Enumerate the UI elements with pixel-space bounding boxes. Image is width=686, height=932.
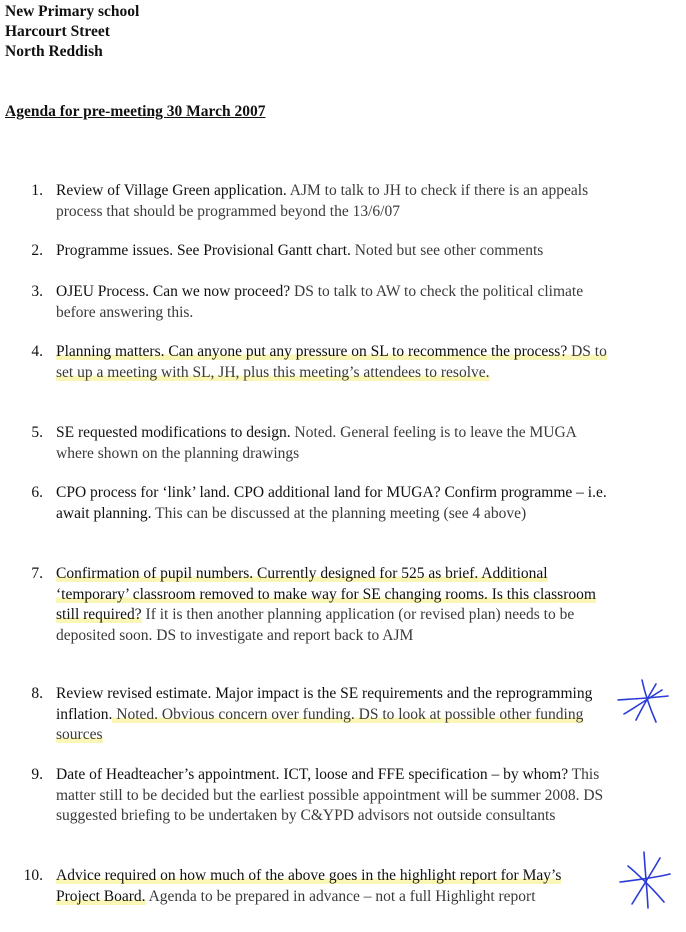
item-text (56, 483, 608, 524)
item-number: 4. (31, 343, 43, 360)
item-note: This can be discussed at the planning meeting (see 4 above) (151, 504, 527, 522)
item-main: Advice required on how much of the above goes in the highlight report for May’s Project Board. (56, 867, 562, 905)
item-main: OJEU Process. Can we now proceed? (56, 283, 291, 300)
item-note: Noted. General feeling is to leave the MUGA where shown on the planning drawings (56, 424, 576, 462)
item-number: 8. (31, 685, 43, 702)
school-name: New Primary school (5, 3, 140, 20)
item-text (56, 181, 608, 222)
item-number: 7. (31, 565, 43, 582)
item-number: 3. (31, 283, 43, 300)
town-line: North Reddish (5, 43, 103, 60)
item-note: DS to set up a meeting with SL, JH, plus this meeting’s attendees to resolve. (56, 343, 607, 381)
item-text (56, 866, 608, 907)
item-text (56, 765, 608, 827)
item-note: Noted but see other comments (350, 242, 544, 259)
item-main: CPO process for ‘link’ land. CPO additional land for MUGA? Confirm programme – i.e. await planning. (56, 484, 607, 522)
item-number: 5. (31, 424, 43, 441)
item-note: Agenda to be prepared in advance – not a full Highlight report (145, 887, 536, 905)
item-text (56, 241, 608, 262)
school-address (5, 2, 139, 62)
item-main: Programme issues. See Provisional Gantt chart. (56, 242, 351, 259)
item-number: 6. (31, 484, 43, 501)
item-note: This matter still to be decided but the earliest possible appointment will be summer 2008. DS suggested briefing to be undertaken by C&YPD advisors not outside consultants (56, 766, 604, 824)
item-main: Confirmation of pupil numbers. Currently designed for 525 as brief. Additional ‘temporary’ classroom removed to make way for SE changing rooms. Is this classroom still required? (56, 565, 596, 623)
item-text (56, 423, 608, 464)
item-main: Review revised estimate. Major impact is the SE requirements and the reprogramming inflation. (56, 685, 593, 723)
item-number: 9. (31, 766, 43, 783)
street-line: Harcourt Street (5, 23, 110, 40)
handwritten-star-icon (612, 676, 672, 726)
item-main: Date of Headteacher’s appointment. ICT, loose and FFE specification – by whom? (56, 766, 569, 783)
item-note: If it is then another planning application (or revised plan) needs to be deposited soon. DS to investigate and report back to AJM (56, 606, 575, 644)
item-text (56, 684, 608, 746)
item-main: Planning matters. Can anyone put any pressure on SL to recommence the process? (56, 343, 568, 360)
agenda-title: Agenda for pre-meeting 30 March 2007 (5, 103, 266, 120)
handwritten-star-icon (614, 848, 674, 912)
item-number: 2. (31, 242, 43, 259)
item-text (56, 564, 608, 646)
item-note: Noted. Obvious concern over funding. DS to look at possible other funding sources (56, 705, 584, 743)
item-main: SE requested modifications to design. (56, 424, 291, 441)
item-main: Review of Village Green application. (56, 182, 287, 199)
item-number: 10. (23, 867, 43, 884)
item-note: AJM to talk to JH to check if there is an appeals process that should be programmed beyond the 13/6/07 (56, 182, 589, 220)
item-note: DS to talk to AW to check the political climate before answering this. (56, 283, 584, 321)
item-number: 1. (31, 182, 43, 199)
item-text (56, 282, 608, 323)
item-text (56, 342, 608, 383)
